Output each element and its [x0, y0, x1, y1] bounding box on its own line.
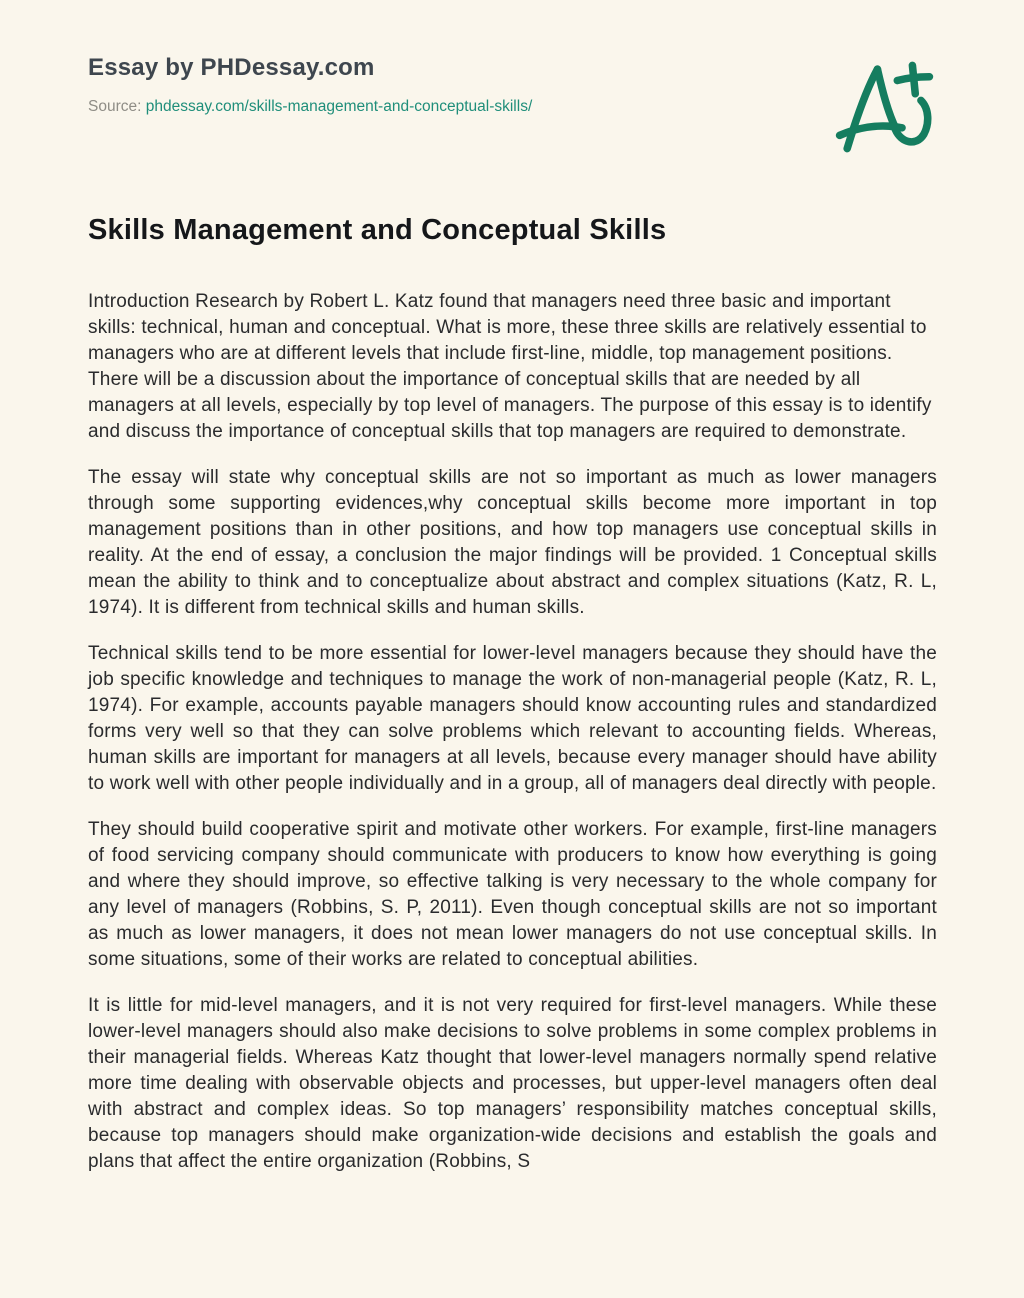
- source-line: [88, 98, 532, 116]
- site-title: Essay by PHDessay.com: [88, 54, 375, 81]
- source-link[interactable]: phdessay.com/skills-management-and-conceptual-skills/: [145, 98, 533, 115]
- essay-paragraph-3: Technical skills tend to be more essential for lower-level managers because they should have the job specific knowledge and techniques to manage the work of non-managerial people (Katz, R. L, 1974). For example, accounts payable managers should know accounting rules and standardized forms very well so that they can solve problems which relevant to accounting fields. Whereas, human skills are important for managers at all levels, because every manager should have ability to work well with other people individually and in a group, all of managers deal directly with people.: [88, 643, 937, 794]
- page-header: [88, 48, 937, 162]
- essay-paragraph-2: The essay will state why conceptual skills are not so important as much as lower managers through some supporting evidences,why conceptual skills become more important in top management positions than in other positions, and how top managers use conceptual skills in reality. At the end of essay, a conclusion the major findings will be provided. 1 Conceptual skills mean the ability to think and to conceptualize about abstract and complex situations (Katz, R. L, 1974). It is different from technical skills and human skills.: [88, 467, 937, 618]
- a-plus-logo-icon: [833, 52, 937, 162]
- essay-paragraph-5: It is little for mid-level managers, and it is not very required for first-level managers. While these lower-level managers should also make decisions to solve problems in some complex problems in their managerial fields. Whereas Katz thought that lower-level managers normally spend relative more time dealing with observable objects and processes, but upper-level managers often deal with abstract and complex ideas. So top managers’ responsibility matches conceptual skills, because top managers should make organization-wide decisions and establish the goals and plans that affect the entire organization (Robbins, S: [88, 995, 937, 1172]
- header-text-block: [88, 48, 532, 116]
- essay-paragraph-1: Introduction Research by Robert L. Katz found that managers need three basic and important skills: technical, human and conceptual. What is more, these three skills are relatively essential to managers who are at different levels that include first-line, middle, top management positions. There will be a discussion about the importance of conceptual skills that are needed by all managers at all levels, especially by top level of managers. The purpose of this essay is to identify and discuss the importance of conceptual skills that top managers are required to demonstrate.: [88, 291, 932, 442]
- essay-paragraph-4: They should build cooperative spirit and motivate other workers. For example, first-line managers of food servicing company should communicate with producers to know how everything is going and where they should improve, so effective talking is very necessary to the whole company for any level of managers (Robbins, S. P, 2011). Even though conceptual skills are not so important as much as lower managers, it does not mean lower managers do not use conceptual skills. In some situations, some of their works are related to conceptual abilities.: [88, 819, 937, 970]
- article-title: Skills Management and Conceptual Skills: [88, 214, 667, 246]
- essay-body: [88, 289, 937, 1175]
- source-label: Source:: [88, 98, 142, 115]
